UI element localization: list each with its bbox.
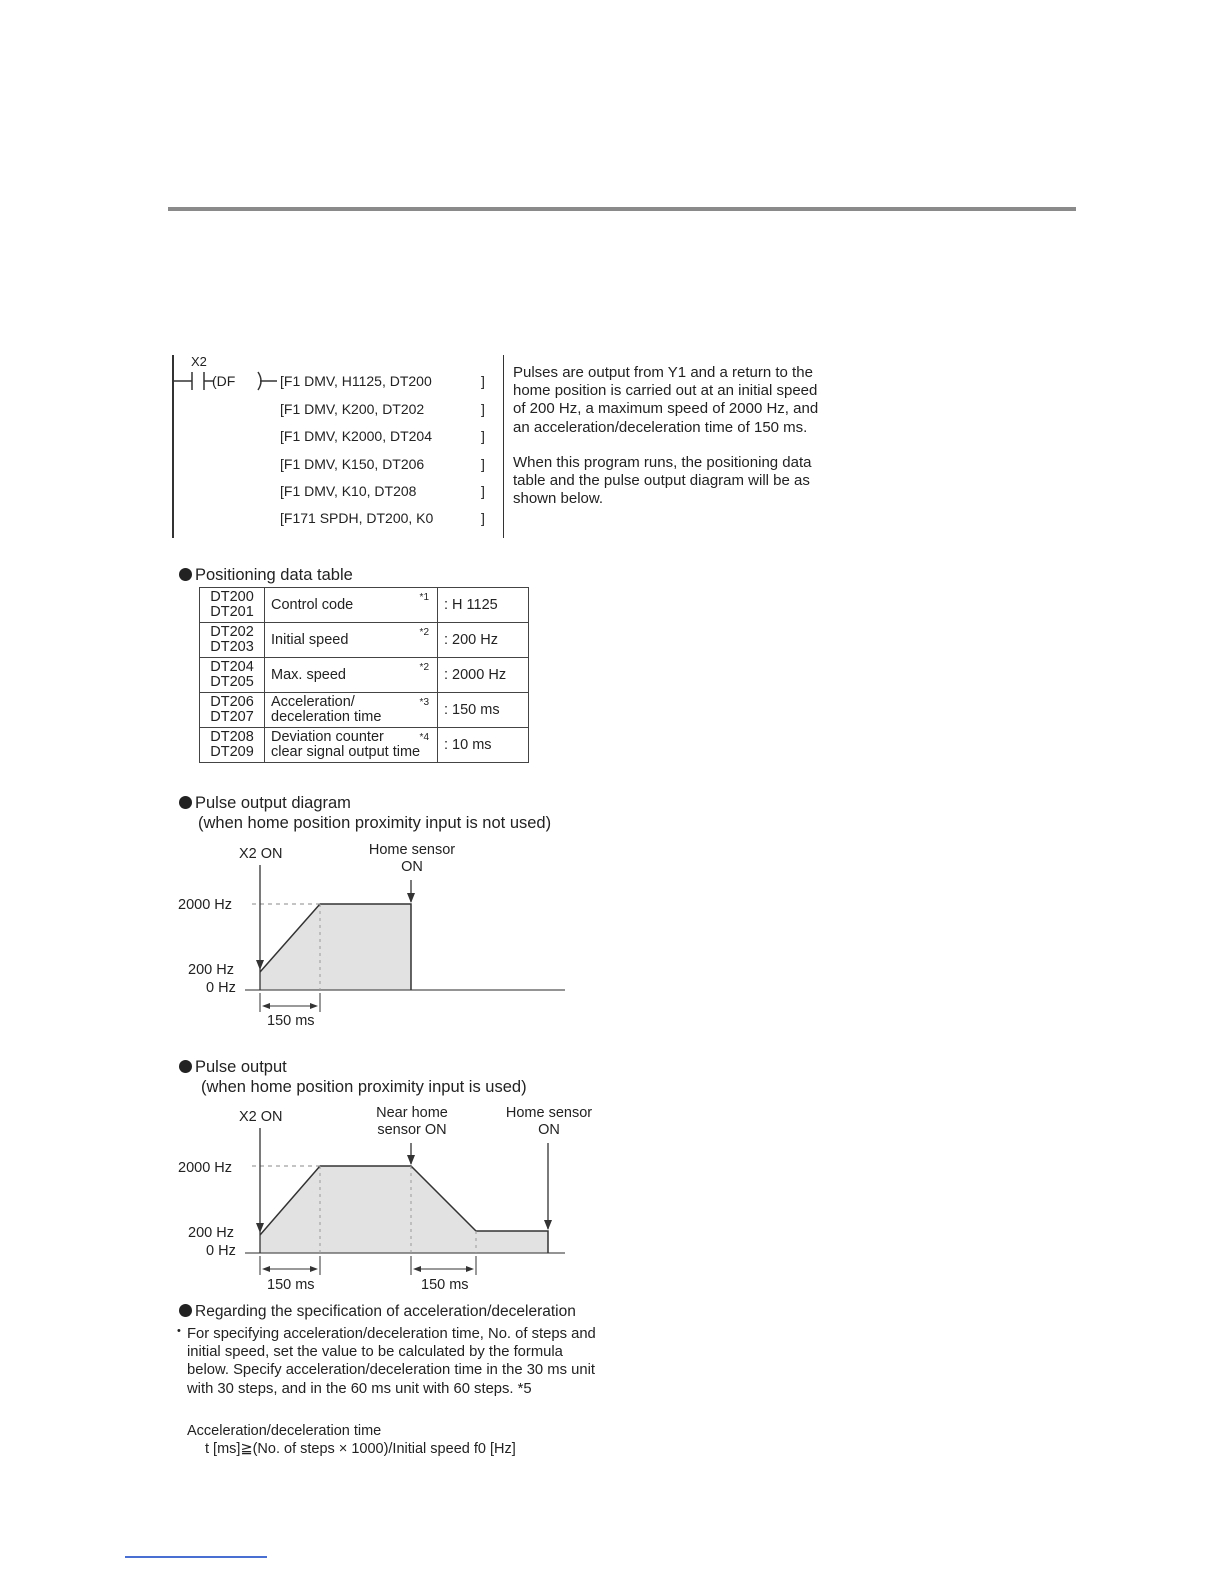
table-row: DT208 DT209 Deviation counter clear signal output time *4 : 10 ms: [200, 728, 529, 763]
spec-heading: Regarding the specification of acceleration/deceleration: [179, 1303, 576, 1321]
spec-bullet: •: [177, 1325, 181, 1337]
ladder-close-bracket: ]: [481, 428, 485, 444]
decel-time-label: 150 ms: [421, 1277, 469, 1293]
y-axis-max-label: 2000 Hz: [178, 897, 233, 913]
y-axis-init-label: 200 Hz: [188, 962, 234, 978]
accel-time-label: 150 ms: [267, 1013, 315, 1029]
pulse-output-diagram-2: [240, 1123, 580, 1283]
positioning-table-heading: Positioning data table: [179, 566, 353, 585]
ladder-close-bracket: ]: [481, 401, 485, 417]
formula-label: Acceleration/deceleration time: [187, 1423, 382, 1439]
bullet-dot-icon: [179, 1060, 192, 1073]
y-axis-zero-label: 0 Hz: [206, 980, 236, 996]
pulse-output-diagram-1: [240, 860, 570, 1020]
positioning-data-table: [199, 587, 529, 763]
ladder-close-bracket: ]: [481, 510, 485, 526]
description-para-2: When this program runs, the positioning data table and the pulse output diagram will be as shown below.: [513, 453, 812, 508]
program-description: [513, 364, 833, 525]
diagram1-subtitle: (when home position proximity input is not used): [198, 814, 552, 832]
ladder-row: [F1 DMV, K200, DT202: [280, 401, 425, 417]
y-axis-max-label: 2000 Hz: [178, 1160, 233, 1176]
ladder-row: [F1 DMV, K2000, DT204: [280, 428, 433, 444]
ladder-close-bracket: ]: [481, 483, 485, 499]
y-axis-init-label: 200 Hz: [188, 1225, 234, 1241]
bullet-dot-icon: [179, 1304, 192, 1317]
df-label: (DF: [212, 373, 236, 389]
ladder-close-bracket: ]: [481, 373, 485, 389]
ladder-row: [F171 SPDH, DT200, K0: [280, 510, 434, 526]
table-row: DT204 DT205 Max. speed *2 : 2000 Hz: [200, 658, 529, 693]
ladder-close-bracket: ]: [481, 456, 485, 472]
accel-time-label: 150 ms: [267, 1277, 315, 1293]
ladder-row: [F1 DMV, K150, DT206: [280, 456, 425, 472]
x2-on-label: X2 ON: [239, 846, 283, 862]
home-sensor-label: Home sensor ON: [505, 1105, 593, 1138]
bullet-dot-icon: [179, 796, 192, 809]
table-row: DT200 DT201 Control code *1 : H 1125: [200, 588, 529, 623]
ladder-row: [F1 DMV, H1125, DT200: [280, 373, 432, 389]
contact-label: X2: [191, 354, 207, 369]
diagram2-subtitle: (when home position proximity input is used): [201, 1078, 527, 1096]
bullet-dot-icon: [179, 568, 192, 581]
description-para-1: Pulses are output from Y1 and a return to the home position is carried out at an initial speed of 200 Hz, a maximum speed of 2000 Hz, and an acceleration/deceleration time of 150 ms.: [513, 364, 819, 436]
near-home-sensor-label: Near home sensor ON: [376, 1105, 448, 1138]
y-axis-zero-label: 0 Hz: [206, 1243, 236, 1259]
table-row: DT202 DT203 Initial speed *2 : 200 Hz: [200, 623, 529, 658]
home-sensor-label: Home sensor ON: [368, 842, 456, 875]
diagram2-heading: Pulse output: [179, 1058, 287, 1077]
table-row: DT206 DT207 Acceleration/ deceleration time *3 : 150 ms: [200, 693, 529, 728]
diagram1-heading: Pulse output diagram: [179, 794, 351, 813]
description-divider: [503, 355, 504, 538]
spec-text: For specifying acceleration/deceleration time, No. of steps and initial speed, set the value to be calculated by the formula below. Specify acceleration/deceleration time in the 30 ms unit with 30 steps, and in the 60 ms unit with 60 steps. *5: [187, 1326, 596, 1397]
footer-link-underline[interactable]: [125, 1556, 267, 1558]
header-rule: [168, 207, 1076, 211]
formula: t [ms]≧(No. of steps × 1000)/Initial speed f0 [Hz]: [205, 1441, 516, 1457]
x2-on-label: X2 ON: [239, 1109, 283, 1125]
ladder-row: [F1 DMV, K10, DT208: [280, 483, 417, 499]
